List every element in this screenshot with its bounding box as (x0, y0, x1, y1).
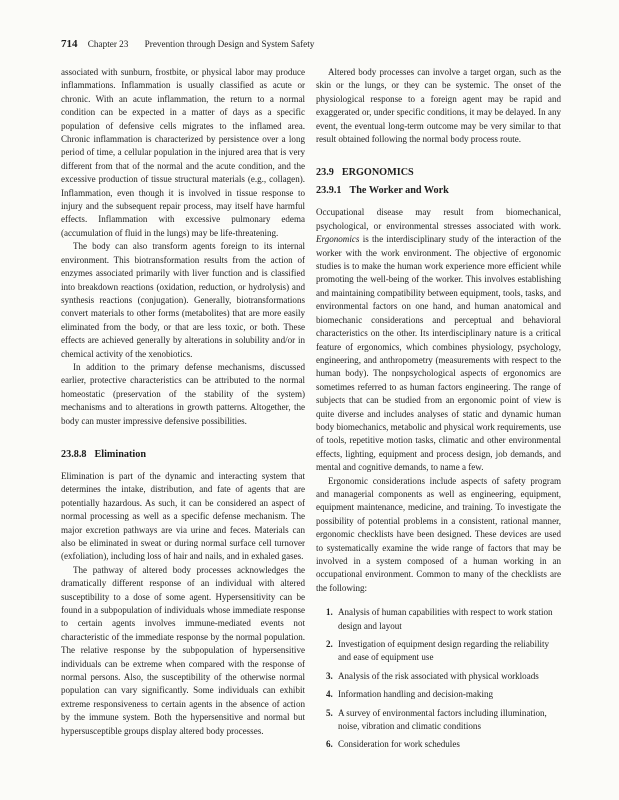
list-number: 6. (326, 739, 333, 750)
checklist (316, 606, 561, 752)
paragraph: The pathway of altered body processes acknowledges the dramatically different response of an individual with altered susceptibility to a dose of some agent. Hypersensitivity can be found in a subpopulation of individuals whose immediate response to certain agents involves immune-mediated events not characteristic of the immediate response by the normal population. The relative response by the subpopulation of hypersensitive individuals can be extreme when compared with the response of normal persons. Also, the susceptibility of the otherwise normal population can vary significantly. Some individuals can exhibit extreme responsiveness to certain agents in the absence of action by the immune system. Both the hypersensitive and normal but hypersusceptible groups display altered body processes. (61, 564, 305, 736)
page-number: 714 (61, 38, 78, 50)
list-text: Analysis of human capabilities with respect to work station design and layout (338, 607, 553, 631)
list-item (316, 688, 561, 701)
left-column (61, 66, 305, 738)
list-number: 1. (326, 607, 333, 618)
chapter-title: Prevention through Design and System Safety (144, 39, 315, 49)
text-run: Occupational disease may result from biomechanical, psychological, or environmental stresses associated with work. (316, 207, 561, 231)
chapter-label: Chapter 23 (87, 39, 129, 49)
list-item (316, 707, 561, 734)
list-number: 2. (326, 639, 333, 650)
paragraph: Altered body processes can involve a target organ, such as the skin or the lungs, or they can be systemic. The onset of the physiological response to a foreign agent may be rapid and exaggerated or, under specific conditions, it may be delayed. In any event, the eventual long-term outcome may be very similar to that result obtained following the normal body process route. (316, 67, 561, 145)
list-text: Information handling and decision-making (338, 689, 494, 700)
text-run: is the interdisciplinary study of the interaction of the worker with the work environment. The objective of ergonomic studies is to make the human work experience more efficient while promoting the well-being of the worker. This involves establishing and maintaining compatibility between equipment, tools, tasks, and environmental factors on one hand, and human anatomical and biomechanic considerations and perceptual and behavioral characteristics on the other. Its interdisciplinary nature is a critical feature of ergonomics, which combines physiology, psychology, engineering, and anthropometry (measurements with respect to the human body). The nonpsychological aspects of ergonomics are sometimes referred to as human factors engineering. The range of subjects that can be studied from an ergonomic point of view is quite diverse and includes analyses of static and dynamic human body biomechanics, metabolic and physical work requirements, use of tools, repetitive motion tasks, climatic and other environmental effects, lighting, equipment and process design, job demands, and mental and cognitive demands, to name a few. (316, 234, 562, 473)
list-text: Analysis of the risk associated with physical workloads (338, 670, 539, 681)
list-item (316, 606, 561, 633)
right-column (316, 66, 561, 757)
subsection-number: 23.9.1 (316, 185, 342, 197)
section-number: 23.8.8 (61, 448, 87, 460)
paragraph: In addition to the primary defense mechanisms, discussed earlier, protective characteristics can be attributed to the normal homeostatic (preservation of the stability of the system) mechanisms and to alterations in growth patterns. Altogether, the body can muster impressive defensive possibilities. (61, 361, 305, 426)
running-header (61, 38, 314, 50)
term-ergonomics: Ergonomics (316, 234, 360, 245)
section-title: ERGONOMICS (341, 167, 414, 179)
section-heading-elimination (61, 448, 305, 461)
list-number: 3. (326, 670, 333, 681)
list-item (316, 638, 561, 665)
section-title: Elimination (94, 448, 146, 460)
subsection-title: The Worker and Work (349, 185, 449, 197)
paragraph: Elimination is part of the dynamic and interacting system that determines the intake, distribution, and fate of agents that are potentially hazardous. As such, it can be considered an aspect of normal processing as well as a specific defense mechanism. The major excretion pathways are via urine and feces. Materials can also be eliminated in sweat or during normal surface cell turnover (exfoliation), including loss of hair and nails, and in exhaled gases. (61, 470, 305, 562)
section-number: 23.9 (316, 167, 334, 179)
list-number: 5. (326, 707, 333, 718)
list-number: 4. (326, 689, 333, 700)
paragraph: Ergonomic considerations include aspects of safety program and managerial components as well as engineering, equipment, equipment maintenance, medicine, and training. To investigate the possibility of potential problems in a consistent, rational manner, ergonomic checklists have been designed. These devices are used to systematically examine the wide range of factors that may be involved in a system composed of a human working in an occupational environment. Common to many of the checklists are the following: (316, 475, 561, 593)
list-text: Investigation of equipment design regarding the reliability and ease of equipment use (338, 639, 550, 663)
paragraph: The body can also transform agents foreign to its internal environment. This biotransformation results from the action of enzymes associated primarily with liver function and is classified into breakdown reactions (oxidation, reduction, or hydrolysis) and synthesis reactions (conjugation). Generally, biotransformations convert materials to other forms (metabolites) that are more easily eliminated from the body, or that are less toxic, or both. These effects are achieved generally by alterations in solubility and/or in chemical activity of the xenobiotics. (61, 241, 305, 359)
list-text: Consideration for work schedules (338, 739, 460, 750)
list-item (316, 738, 561, 751)
paragraph: associated with sunburn, frostbite, or physical labor may produce inflammations. Inflammation is usually classified as acute or chronic. With an acute inflammation, the return to a normal condition can be expected in a matter of days as a specific population of defensive cells migrates to the inflamed area. Chronic inflammation is characterized by persistence over a long period of time, a cellular population in the injured area that is very different from that of the normal and the acute condition, and the excessive production of tissue structural materials (e.g., collagen). Inflammation, even though it is involved in tissue response to injury and the subsequent repair process, may itself have harmful effects. Inflammation with excessive pulmonary edema (accumulation of fluid in the lungs) may be life-threatening. (61, 67, 305, 238)
section-heading-ergonomics (316, 166, 561, 179)
paragraph (316, 206, 561, 474)
subsection-heading-worker-and-work (316, 184, 561, 197)
list-text: A survey of environmental factors including illumination, noise, vibration and climatic conditions (338, 707, 547, 732)
list-item (316, 670, 561, 683)
